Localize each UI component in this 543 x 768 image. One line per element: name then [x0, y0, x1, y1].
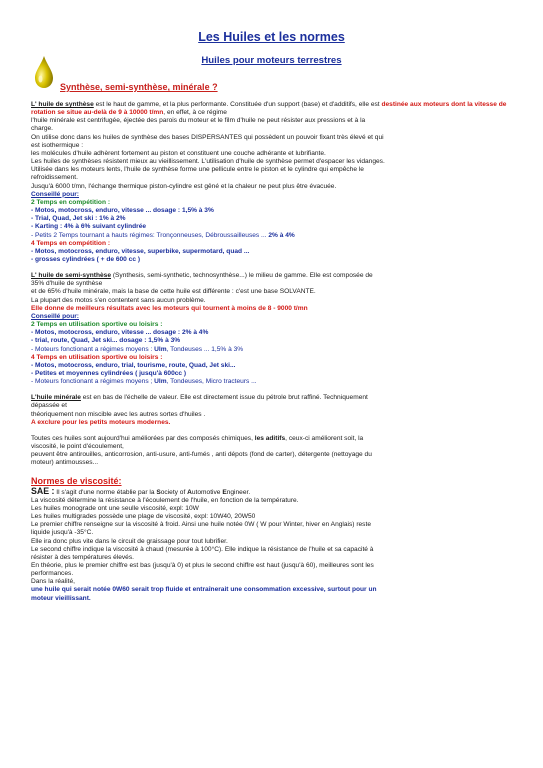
sae-line: SAE : Il s'agit d'une norme établie par la Society of Automotive Engineer.	[31, 485, 251, 496]
text-line: - Motos, motocross, enduro, trial, tourisme, route, Quad, Jet ski...	[31, 361, 236, 369]
text-line: Elle ira donc plus vite dans le circuit de graissage pour tout lubrifier.	[31, 537, 228, 545]
text-line: moteur) antimousses...	[31, 459, 99, 467]
text-line: On utilise donc dans les huiles de synthèse des bases DISPERSANTES qui possèdent un pouvoir fixant très élevé et qui	[31, 133, 384, 141]
text-line: les molécules d'huile adhèrent fortement au piston et constituent une couche adhérante et lubrifiante.	[31, 149, 326, 157]
text-line: En théorie, plus le premier chiffre est bas (jusqu'à 0) et plus le second chiffre est haut (jusqu'à 60), meilleures sont les	[31, 561, 374, 569]
text-line: moteur vieillissant.	[31, 594, 91, 602]
semi-lead: L' huile de semi-synthèse	[31, 272, 111, 280]
text-line: Le second chiffre indique la viscosité à chaud (mesurée à 100°C). Elle indique la résistance de l'huile et sa capacité à	[31, 545, 374, 553]
text-line: - Petites et moyennes cylindrées ( jusqu'à 600cc )	[31, 370, 187, 377]
text-line: - trial, route, Quad, Jet ski... dosage : 1,5% à 3%	[31, 337, 181, 345]
section-title: Synthèse, semi-synthèse, minérale ?	[60, 82, 218, 92]
text-line: une huile qui serait notée 0W60 serait trop fluide et entraînerait une consommation excessive, surtout pour un	[31, 586, 377, 594]
text-line: Les huiles de synthèses résistent mieux au vieillissement. L'utilisation d'huile de synthèse permet d'espacer les vidanges.	[31, 158, 385, 166]
text-line: Jusqu'à 6000 t/mn, l'échange thermique piston-cylindre est gêné et la chaleur ne peut plus être évacuée.	[31, 182, 337, 190]
text-line: - Karting : 4% à 6% suivant cylindrée	[31, 223, 147, 231]
text-line: - grosses cylindrées ( + de 600 cc )	[31, 255, 141, 263]
text-line: La viscosité détermine la résistance à l'écoulement de l'huile, en fonction de la température.	[31, 496, 299, 504]
page-subtitle: Huiles pour moteurs terrestres	[201, 55, 342, 66]
text-line: - Motos, motocross, enduro, vitesse ... dosage : 1,5% à 3%	[31, 207, 214, 215]
text-line: - Motos, motocross, enduro, vitesse, superbike, supermotard, quad ...	[31, 247, 250, 255]
minerale-paragraph: L'huile minérale est en bas de l'échelle de valeur. Elle est directement issue du pétrole brut raffiné. Techniquement	[31, 394, 368, 402]
synthese-paragraph: L' huile de synthèse est le haut de gamme, et la plus performante. Constituée d'un support (base) et d'additifs, elle est destinée aux moteurs dont la vitesse de rotation se situe au-delà de 9 à 10000 t/mn, en effet, à ce régime	[31, 101, 507, 117]
document-body: L' huile de synthèse est le haut de gamme, et la plus performante. Constituée d'un support (base) et d'additifs, elle est destinée aux moteurs dont la vitesse de rotation se situe au-delà de 9 à 10000 t/mn, en effet, à ce régime l'huile minérale est centrifugée, éjectée des parois du moteur et le film d'huile ne peut résister aux pressions et à la charge. On utilise donc dans les huiles de synthèse des bases DISPERSANTES qui possèdent un pouvoir fixant très élevé et qui est isothermique : les molécules d'huile adhèrent fortement au piston et constituent une couche adhérante et lubrifiante. Les huiles de synthèses résistent mieux au vieillissement. L'utilisation d'huile de synthèse permet d'espacer les vidanges. Utilisée dans les moteurs lents, l'huile de synthèse forme une pellicule entre le piston et le cylindre qui empêche le refroidissement. Jusqu'à 6000 t/mn, l'échange thermique piston-cylindre est gêné et la chaleur ne peut plus être évacuée. Conseillé pour: 2 Temps en compétition : - Motos, motocross, enduro, vitesse ... dosage : 1,5% à 3% - Trial, Quad, Jet ski : 1% à 2% - Karting : 4% à 6% suivant cylindrée - Petits 2 Temps tournant a hauts régimes: Tronçonneuses, Débroussailleuses ... 2% à 4% 4 Temps en compétition : - Motos, motocross, enduro, vitesse, superbike, supermotard, quad ... - grosses cylindrées ( + de 600 cc ) L' huile de semi-synthèse (Synthesis, semi-synthetic, technosynthèse...) le milieu de gamme. Elle est composée de 35% d'huile de synthèse et de 65% d'huile minérale, mais la base de cette huile est différente : c'est une base SOLVANTE. La plupart des motos s'en contentent sans aucun problème. Elle donne de meilleurs résultats avec les moteurs qui tournent à moins de 8 - 9000 t/mn Conseillé pour: 2 Temps en utilisation sportive ou loisirs : - Motos, motocross, enduro, vitesse ... dosage : 2% à 4% - trial, route, Quad, Jet ski... dosage : 1,5% à 3% - Moteurs fonctionant a régimes moyens : Ulm, Tondeuses ... 1,5% à 3% 4 Temps en utilisation sportive ou loisirs : - Motos, motocross, enduro, trial, tourisme, route, Quad, Jet ski... - Petites et moyennes cylindrées ( jusqu'à 600cc ) - Moteurs fonctionant a régimes moyens ; Ulm, Tondeuses, Micro tracteurs ... L'huile minérale est en bas de l'échelle de valeur. Elle est directement issue du pétrole brut raffiné. Techniquement dépassée et théoriquement non miscible avec les autres sortes d'huiles . A exclure pour les petits moteurs modernes. Toutes ces huiles sont aujourd'hui améliorées par des composés chimiques, les aditifs, ceux-ci améliorent soit, la viscosité, le point d'écoulement, peuvent être antirouilles, anticorrosion, anti-usure, anti-fumés , anti dépots (fond de carter), détergente (nettoyage du moteur) antimousses... Normes de viscosité: SAE : Il s'agit d'une norme établie par la Society of Automotive Engineer. La viscosité détermine la résistance à l'écoulement de l'huile, en fonction de la température. Les huiles monograde ont une seulle viscosité, expl: 10W Les huiles multigrades possède une plage de viscosité, expl: 10W40, 20W50 Le premier chiffre renseigne sur la viscosité à froid. Ainsi une huile notée 0W ( W pour Winter, hiver en Anglais) reste liquide jusqu'à -35°C. Elle ira donc plus vite dans le circuit de graissage pour tout lubrifier. Le second chiffre indique la viscosité à chaud (mesurée à 100°C). Elle indique la résistance de l'huile et sa capacité à résister à des températures élevés. En théorie, plus le premier chiffre est bas (jusqu'à 0) et plus le second chiffre est haut (jusqu'à 60), meilleures sont les performances. Dans la réalité, une huile qui serait notée 0W60 serait trop fluide et entraînerait une consommation excessive, surtout pour un moteur vieillissant.	[31, 101, 517, 603]
text-line: théoriquement non miscible avec les autres sortes d'huiles .	[31, 410, 206, 418]
text-line: résister à des températures élevés.	[31, 553, 134, 561]
page-title: Les Huiles et les normes	[198, 30, 345, 44]
minerale-lead: L'huile minérale	[31, 394, 81, 402]
text-line: A exclure pour les petits moteurs modernes.	[31, 418, 171, 426]
text-line: peuvent être antirouilles, anticorrosion, anti-usure, anti-fumés , anti dépots (fond de carter), détergente (nettoyage du	[31, 451, 372, 459]
text-line: liquide jusqu'à -35°C.	[31, 529, 94, 537]
semi-paragraph: L' huile de semi-synthèse (Synthesis, semi-synthetic, technosynthèse...) le milieu de gamme. Elle est composée de	[31, 272, 373, 280]
text-line: - Trial, Quad, Jet ski : 1% à 2%	[31, 215, 126, 223]
text-line: 2 Temps en utilisation sportive ou loisirs :	[31, 321, 163, 329]
additifs-paragraph: Toutes ces huiles sont aujourd'hui améliorées par des composés chimiques, les aditifs, ceux-ci améliorent soit, la	[31, 434, 364, 442]
text-line: 4 Temps en utilisation sportive ou loisirs :	[31, 353, 163, 361]
conseil-label: Conseillé pour:	[31, 190, 79, 198]
text-line: charge.	[31, 125, 53, 133]
text-line: - Motos, motocross, enduro, vitesse ... dosage : 2% à 4%	[31, 329, 209, 337]
text-line: Le premier chiffre renseigne sur la viscosité à froid. Ainsi une huile notée 0W ( W pour Winter, hiver en Anglais) reste	[31, 521, 371, 529]
text-line: 4 Temps en compétition :	[31, 239, 111, 247]
text-line: 35% d'huile de synthèse	[31, 280, 103, 288]
text-line: Les huiles multigrades possède une plage de viscosité, expl: 10W40, 20W50	[31, 513, 256, 521]
synthese-lead: L' huile de synthèse	[31, 101, 94, 108]
text-line: viscosité, le point d'écoulement,	[31, 443, 124, 451]
text-line: Dans la réalité,	[31, 578, 75, 586]
text-line: est isothermique :	[31, 141, 84, 149]
conseil-label: Conseillé pour:	[31, 312, 79, 320]
text-line: dépassée et	[31, 402, 67, 410]
text-line: Elle donne de meilleurs résultats avec les moteurs qui tournent à moins de 8 - 9000 t/mn	[31, 304, 308, 312]
text-line: 2 Temps en compétition :	[31, 198, 111, 206]
text-line: l'huile minérale est centrifugée, éjectée des parois du moteur et le film d'huile ne peut résister aux pressions et à la	[31, 117, 366, 125]
text-line: Utilisée dans les moteurs lents, l'huile de synthèse forme une pellicule entre le piston et le cylindre qui empêche le	[31, 166, 364, 174]
text-line: refroidissement.	[31, 174, 78, 182]
text-line: La plupart des motos s'en contentent sans aucun problème.	[31, 296, 206, 304]
text-line: performances.	[31, 570, 74, 578]
text-line: et de 65% d'huile minérale, mais la base de cette huile est différente : c'est une base SOLVANTE.	[31, 288, 316, 296]
viscosity-heading: Normes de viscosité:	[31, 475, 122, 486]
text-line: Les huiles monograde ont une seulle viscosité, expl: 10W	[31, 504, 199, 512]
